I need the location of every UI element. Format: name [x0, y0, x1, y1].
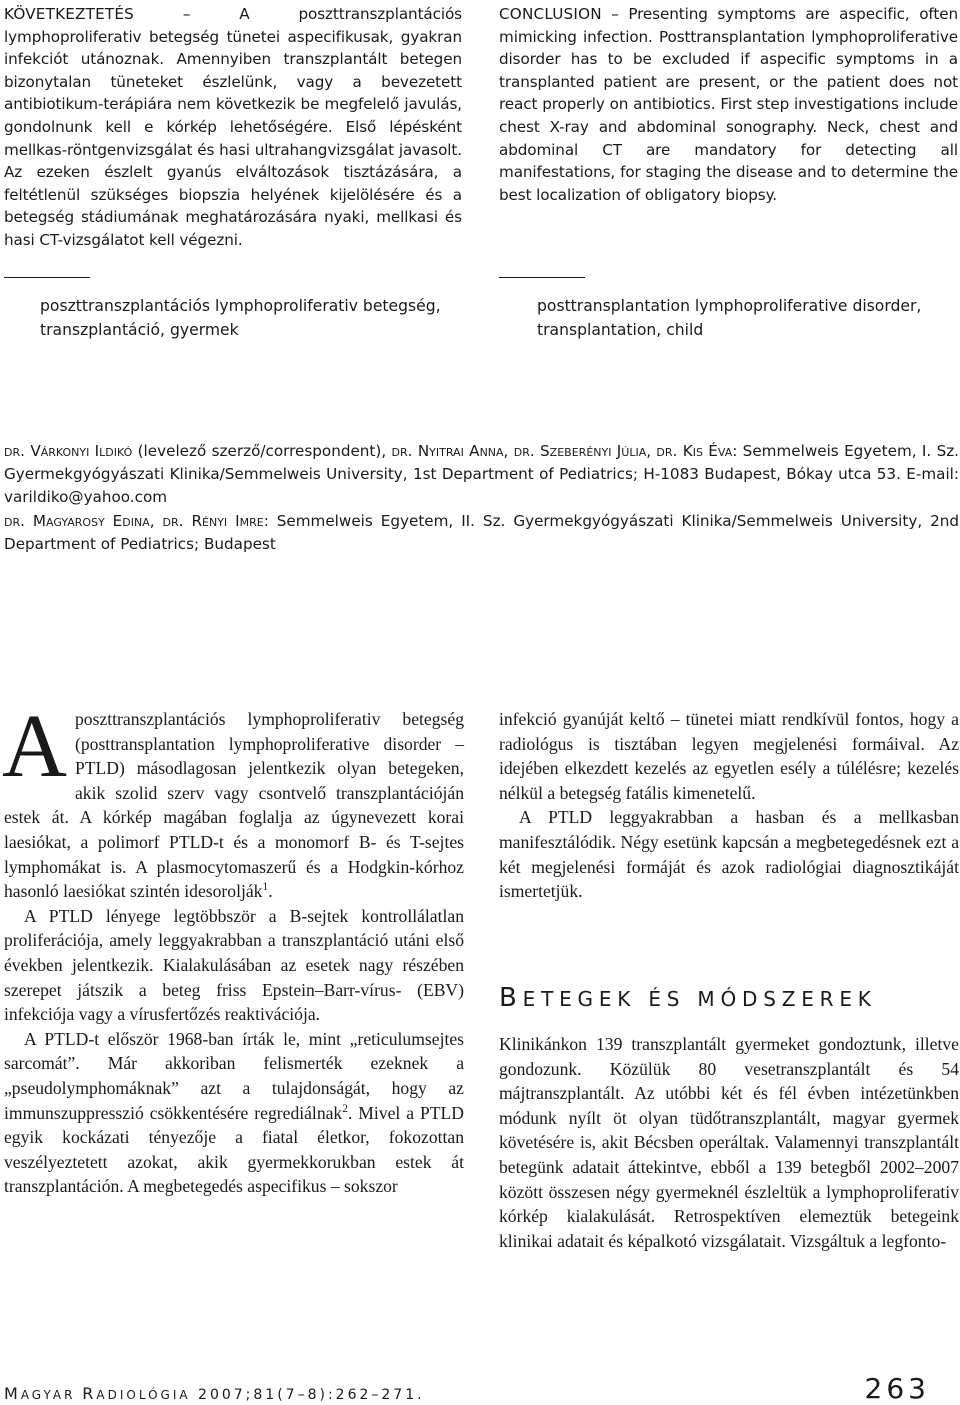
abstract-english-conclusion — [499, 3, 958, 206]
keywords-english — [537, 294, 957, 342]
body-paragraph: Klinikánkon 139 transzplantált gyermeket gondoztunk, illetve gondozunk. Közülük 80 vesetranszplantált és 54 májtranszplantált. Az utóbbi két és fél évben intézetünkben módunk nyílt öt olyan tüdőtranszplantált, magyar gyermek követésére is, akit Bécsben operáltak. Valamennyi transzplantált betegünk adatait áttekintve, ebből a 139 betegből 2002–2007 között összesen négy gyermeknél észleltük a lymphoproliferativ kórkép kialakulását. Retrospektíven elemeztük betegeink klinikai adatait és képalkotó vizsgálatait. Vizsgáltuk a legfonto- — [499, 1034, 959, 1251]
author-title: dr. — [4, 511, 25, 530]
keywords-en-line1: posttransplantation lymphoproliferative disorder, — [537, 297, 922, 315]
author-title: dr. — [391, 442, 413, 460]
author-name: Szeberényi Júlia — [540, 442, 647, 460]
author-separator: , — [646, 442, 657, 460]
author-name: Rényi Imre — [191, 511, 264, 530]
section-heading-patients-methods — [499, 983, 959, 1013]
author-separator: , — [503, 442, 514, 460]
keywords-hungarian — [40, 294, 470, 342]
author-title: dr. — [513, 442, 535, 460]
journal-name-part: AGYAR — [20, 1388, 83, 1402]
abstract-hungarian-conclusion — [4, 3, 462, 252]
author-affiliation: : Semmelweis Egyetem, II. Sz. Gyermekgyógyászati Klinika/Semmelweis University, 2nd Department of Pediatrics; Budapest — [4, 511, 960, 553]
abstract-hu-label: KÖVETKEZTETÉS — [4, 5, 135, 23]
body-column-right-top — [499, 707, 959, 904]
author-note: (levelező szerző/correspondent), — [132, 442, 392, 460]
journal-name-part: ADIOLÓGIA — [96, 1388, 191, 1402]
abstract-en-text: – Presenting symptoms are aspecific, often mimicking infection. Posttransplantation lymphoproliferative disorder has to be excluded if aspecific symptoms in a transplanted patient are present, or the patient does not react properly on antibiotics. First step investigations include chest X-ray and abdominal sonography. Neck, chest and abdominal CT are mandatory for detecting all manifestations, for staging the disease and to determine the best localization of obligatory biopsy. — [499, 5, 958, 204]
footer-journal-citation — [4, 1384, 425, 1403]
author-title: dr. — [656, 442, 678, 460]
keywords-divider-hu — [4, 277, 90, 278]
journal-initial: R — [82, 1384, 97, 1403]
drop-cap: A — [2, 697, 67, 796]
body-text: poszttranszplantációs lymphoproliferativ betegség (posttransplantation lymphoproliferative disorder – PTLD) másodlagosan jelentkezik olyan betegeken, akik szolid szerv vagy csontvelő transzplantációján estek át. A kórkép magában foglalja az úgynevezett korai laesiókat, a polimorf PTLD-t és a monomorf B- és T-sejtes lymphomákat is. A plasmocytomaszerű és a Hodgkin-kórhoz hasonló laesiókat szintén idesorolják — [4, 709, 464, 902]
author-affiliations — [4, 440, 959, 556]
keywords-hu-line1: poszttranszplantációs lymphoproliferativ betegség, — [40, 297, 441, 315]
author-affiliation: : Semmelweis Egyetem, I. Sz. Gyermekgyógyászati Klinika/Semmelweis University, 1st Department of Pediatrics; H-1083 Budapest, Bókay utca 53. E-mail: varildiko@yahoo.com — [4, 442, 960, 507]
reference-marker: 2 — [342, 1102, 348, 1115]
author-affiliation-line-2 — [4, 510, 959, 556]
body-paragraph — [4, 1027, 464, 1199]
body-column-right-bottom — [499, 1032, 959, 1253]
author-name: Magyarosy Edina — [32, 511, 150, 530]
body-text: . Mivel a PTLD egyik kockázati tényezője a fiatal életkor, fokozottan veszélyeztetett azokat, akik gyermekkorukban estek át transzplantáción. A megbetegedés aspecifikus – sokszor — [4, 1102, 464, 1197]
author-title: dr. — [4, 442, 25, 460]
author-title: dr. — [162, 511, 184, 530]
keywords-hu-line2: transzplantáció, gyermek — [40, 321, 239, 339]
body-paragraph: A PTLD lényege legtöbbször a B-sejtek kontrollálatlan proliferációja, amely leggyakrabban a transzplantáció utáni első években jelentkezik. Kialakulásában az esetek nagy részében szerepet játszik a beteg friss Epstein–Barr-vírus- (EBV) infekciója vagy a vírusfertőzés reaktivációja. — [4, 905, 464, 1025]
author-separator: , — [149, 511, 163, 530]
body-paragraph — [2, 697, 464, 904]
abstract-en-label: CONCLUSION — [499, 5, 602, 23]
body-text: A PTLD-t először 1968-ban írták le, mint „reticulumsejtes sarcomát”. Már akkoriban felismerték ezeknek a „pseudolymphomáknak” azt a tulajdonságát, hogy az immunszuppresszió csökkentésére regrediálnak — [4, 1028, 464, 1123]
body-text: . — [268, 881, 273, 902]
keywords-en-line2: transplantation, child — [537, 321, 704, 339]
journal-citation: 2007;81(7–8):262–271. — [190, 1387, 425, 1403]
reference-marker: 1 — [262, 881, 269, 894]
journal-initial: M — [4, 1384, 21, 1403]
author-affiliation-line-1 — [4, 440, 959, 510]
body-paragraph: infekció gyanúját keltő – tünetei miatt rendkívül fontos, hogy a radiológus is tisztában legyen megjelenési formáival. Az idejében elkezdett kezelés az egyetlen esély a túlélésre; kezelés nélkül a betegség fatális kimenetelű. — [499, 709, 959, 803]
keywords-divider-en — [499, 277, 585, 278]
heading-rest: ETEGEK ÉS MÓDSZEREK — [522, 987, 877, 1011]
heading-initial: B — [499, 983, 523, 1013]
page-number: 263 — [864, 1372, 930, 1405]
abstract-hu-text: – A poszttranszplantációs lymphoproliferativ betegség tünetei aspecifikusak, gyakran infekciót utánoznak. Amennyiben transzplantált betegen bizonytalan tüneteket észlelünk, vagy a bevezetett antibiotikum-terápiára nem következik be megfelelő javulás, gondolnunk kell e kórkép lehetőségére. Első lépésként mellkas-röntgenvizsgálat és hasi ultrahangvizsgálat javasolt. Az ezeken észlelt gyanús elváltozások tisztázására, a feltétlenül szükséges biopszia helyének kijelölésére és a betegség stádiumának meghatározására nyaki, mellkasi és hasi CT-vizsgálatot kell végezni. — [4, 5, 462, 249]
author-name: Nyitrai Anna — [417, 442, 504, 460]
body-paragraph: A PTLD leggyakrabban a hasban és a mellkasban manifesztálódik. Négy esetünk kapcsán a megbetegedésnek ezt a két megjelenési formáját és azok radiológiai diagnosztikáját ismertetjük. — [499, 807, 959, 902]
author-name: Várkonyi Ildikó — [30, 442, 133, 460]
author-name: Kis Éva — [682, 442, 733, 460]
body-column-left — [2, 697, 464, 1199]
